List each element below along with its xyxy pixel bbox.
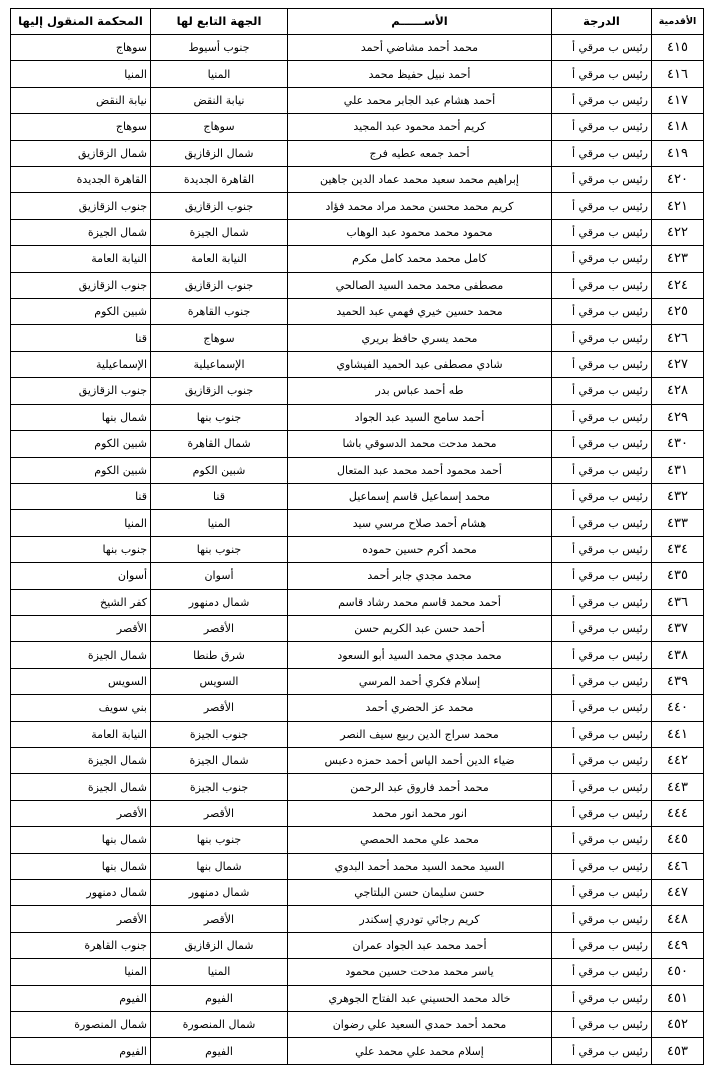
to-cell: قنا [11, 483, 151, 509]
from-cell: نيابة النقض [151, 87, 288, 113]
name-cell: محمد عز الحضري أحمد [288, 695, 552, 721]
from-cell: الفيوم [151, 985, 288, 1011]
to-cell: بني سويف [11, 695, 151, 721]
grade-cell: رئيس ب مرقي أ [552, 219, 652, 245]
table-row [11, 483, 704, 509]
to-cell: النيابة العامة [11, 721, 151, 747]
table-header [11, 9, 704, 35]
table-row [11, 219, 704, 245]
seniority-cell: ٤٢٨ [652, 378, 704, 404]
seniority-cell: ٤٣٧ [652, 615, 704, 641]
grade-cell: رئيس ب مرقي أ [552, 193, 652, 219]
grade-cell: رئيس ب مرقي أ [552, 431, 652, 457]
to-cell: القاهرة الجديدة [11, 167, 151, 193]
grade-cell: رئيس ب مرقي أ [552, 510, 652, 536]
name-cell: كامل محمد محمد كامل مكرم [288, 246, 552, 272]
name-cell: كريم أحمد محمود عبد المجيد [288, 114, 552, 140]
seniority-cell: ٤٣٩ [652, 668, 704, 694]
grade-cell: رئيس ب مرقي أ [552, 246, 652, 272]
to-cell: شبين الكوم [11, 457, 151, 483]
grade-cell: رئيس ب مرقي أ [552, 932, 652, 958]
from-cell: قنا [151, 483, 288, 509]
seniority-cell: ٤٥١ [652, 985, 704, 1011]
name-cell: محمد مجدي محمد السيد أبو السعود [288, 642, 552, 668]
from-cell: أسوان [151, 563, 288, 589]
name-cell: أحمد محمد عبد الجواد عمران [288, 932, 552, 958]
to-cell: الفيوم [11, 985, 151, 1011]
from-cell: جنوب بنها [151, 536, 288, 562]
table-row [11, 615, 704, 641]
seniority-cell: ٤٣٦ [652, 589, 704, 615]
from-cell: جنوب الزقازيق [151, 193, 288, 219]
grade-cell: رئيس ب مرقي أ [552, 404, 652, 430]
grade-cell: رئيس ب مرقي أ [552, 378, 652, 404]
grade-cell: رئيس ب مرقي أ [552, 1012, 652, 1038]
name-cell: أحمد حسن عبد الكريم حسن [288, 615, 552, 641]
seniority-cell: ٤٤٧ [652, 880, 704, 906]
grade-cell: رئيس ب مرقي أ [552, 959, 652, 985]
table-row [11, 800, 704, 826]
from-cell: شمال الجيزة [151, 747, 288, 773]
from-cell: شمال الزقازيق [151, 140, 288, 166]
name-cell: انور محمد انور محمد [288, 800, 552, 826]
table-body [11, 35, 704, 1065]
table-row [11, 774, 704, 800]
from-cell: شمال دمنهور [151, 880, 288, 906]
grade-cell: رئيس ب مرقي أ [552, 695, 652, 721]
grade-cell: رئيس ب مرقي أ [552, 721, 652, 747]
table-row [11, 536, 704, 562]
from-cell: شمال الزقازيق [151, 932, 288, 958]
from-cell: جنوب الزقازيق [151, 378, 288, 404]
table-row [11, 61, 704, 87]
name-cell: محمد يسري حافظ بريري [288, 325, 552, 351]
from-cell: النيابة العامة [151, 246, 288, 272]
seniority-cell: ٤٤١ [652, 721, 704, 747]
table-row [11, 404, 704, 430]
header-row [11, 9, 704, 35]
table-row [11, 589, 704, 615]
from-cell: شمال القاهرة [151, 431, 288, 457]
grade-cell: رئيس ب مرقي أ [552, 483, 652, 509]
name-cell: محمد أحمد مشاضي أحمد [288, 35, 552, 61]
grade-cell: رئيس ب مرقي أ [552, 563, 652, 589]
name-cell: محمد حسين خيري فهمي عبد الحميد [288, 299, 552, 325]
seniority-cell: ٤٣٢ [652, 483, 704, 509]
seniority-cell: ٤١٨ [652, 114, 704, 140]
seniority-cell: ٤٤٩ [652, 932, 704, 958]
name-cell: إبراهيم محمد سعيد محمد عماد الدين جاهين [288, 167, 552, 193]
seniority-cell: ٤١٦ [652, 61, 704, 87]
to-cell: سوهاج [11, 35, 151, 61]
grade-cell: رئيس ب مرقي أ [552, 800, 652, 826]
to-cell: شمال الجيزة [11, 219, 151, 245]
table-row [11, 695, 704, 721]
seniority-cell: ٤٢٩ [652, 404, 704, 430]
to-cell: المنيا [11, 510, 151, 536]
to-cell: شمال المنصورة [11, 1012, 151, 1038]
from-cell: جنوب بنها [151, 827, 288, 853]
from-cell: شبين الكوم [151, 457, 288, 483]
grade-cell: رئيس ب مرقي أ [552, 642, 652, 668]
name-cell: هشام أحمد صلاح مرسي سيد [288, 510, 552, 536]
table-row [11, 721, 704, 747]
name-cell: كريم محمد محسن محمد مراد محمد فؤاد [288, 193, 552, 219]
grade-cell: رئيس ب مرقي أ [552, 325, 652, 351]
seniority-cell: ٤٤٢ [652, 747, 704, 773]
to-cell: كفر الشيخ [11, 589, 151, 615]
to-cell: السويس [11, 668, 151, 694]
grade-cell: رئيس ب مرقي أ [552, 589, 652, 615]
table-row [11, 378, 704, 404]
grade-cell: رئيس ب مرقي أ [552, 114, 652, 140]
from-cell: شمال الجيزة [151, 219, 288, 245]
table-row [11, 114, 704, 140]
name-cell: أحمد سامح السيد عبد الجواد [288, 404, 552, 430]
name-cell: طه أحمد عباس بدر [288, 378, 552, 404]
table-row [11, 985, 704, 1011]
seniority-cell: ٤٣٨ [652, 642, 704, 668]
to-cell: الأقصر [11, 615, 151, 641]
to-cell: جنوب الزقازيق [11, 378, 151, 404]
grade-cell: رئيس ب مرقي أ [552, 853, 652, 879]
seniority-cell: ٤٤٤ [652, 800, 704, 826]
name-cell: أحمد هشام عبد الجابر محمد علي [288, 87, 552, 113]
grade-cell: رئيس ب مرقي أ [552, 747, 652, 773]
seniority-cell: ٤٣١ [652, 457, 704, 483]
table-row [11, 853, 704, 879]
grade-cell: رئيس ب مرقي أ [552, 906, 652, 932]
to-cell: قنا [11, 325, 151, 351]
from-cell: شمال دمنهور [151, 589, 288, 615]
to-cell: المنيا [11, 61, 151, 87]
table-row [11, 457, 704, 483]
name-cell: محمد علي محمد الحمصي [288, 827, 552, 853]
seniority-cell: ٤٢٦ [652, 325, 704, 351]
grade-cell: رئيس ب مرقي أ [552, 985, 652, 1011]
from-cell: سوهاج [151, 114, 288, 140]
name-cell: محمد مجدي جابر أحمد [288, 563, 552, 589]
grade-cell: رئيس ب مرقي أ [552, 457, 652, 483]
name-cell: محمد أكرم حسين حموده [288, 536, 552, 562]
from-cell: جنوب القاهرة [151, 299, 288, 325]
header-seniority: الأقدمية [652, 9, 704, 35]
seniority-cell: ٤١٩ [652, 140, 704, 166]
from-cell: السويس [151, 668, 288, 694]
from-cell: جنوب الزقازيق [151, 272, 288, 298]
table-row [11, 431, 704, 457]
table-row [11, 193, 704, 219]
to-cell: شمال دمنهور [11, 880, 151, 906]
to-cell: جنوب بنها [11, 536, 151, 562]
to-cell: النيابة العامة [11, 246, 151, 272]
from-cell: شمال المنصورة [151, 1012, 288, 1038]
to-cell: جنوب القاهرة [11, 932, 151, 958]
name-cell: محمد مدحت محمد الدسوقي باشا [288, 431, 552, 457]
seniority-cell: ٤٢١ [652, 193, 704, 219]
seniority-cell: ٤١٧ [652, 87, 704, 113]
from-cell: الأقصر [151, 800, 288, 826]
name-cell: حسن سليمان حسن البلتاجي [288, 880, 552, 906]
name-cell: أحمد محمد قاسم محمد رشاد قاسم [288, 589, 552, 615]
grade-cell: رئيس ب مرقي أ [552, 1038, 652, 1065]
seniority-cell: ٤١٥ [652, 35, 704, 61]
seniority-cell: ٤٢٧ [652, 351, 704, 377]
header-name: الأســــــم [288, 9, 552, 35]
table-row [11, 299, 704, 325]
header-to: المحكمة المنقول إليها [11, 9, 151, 35]
grade-cell: رئيس ب مرقي أ [552, 615, 652, 641]
grade-cell: رئيس ب مرقي أ [552, 61, 652, 87]
name-cell: السيد محمد السيد محمد أحمد البدوي [288, 853, 552, 879]
table-row [11, 246, 704, 272]
name-cell: أحمد نبيل حفيظ محمد [288, 61, 552, 87]
table-row [11, 668, 704, 694]
to-cell: جنوب الزقازيق [11, 193, 151, 219]
table-row [11, 642, 704, 668]
seniority-cell: ٤٤٣ [652, 774, 704, 800]
seniority-cell: ٤٥٢ [652, 1012, 704, 1038]
name-cell: ضياء الدين أحمد الياس أحمد حمزه دعبس [288, 747, 552, 773]
from-cell: الأقصر [151, 615, 288, 641]
table-row [11, 87, 704, 113]
from-cell: المنيا [151, 959, 288, 985]
name-cell: خالد محمد الحسيني عبد الفتاح الجوهري [288, 985, 552, 1011]
from-cell: القاهرة الجديدة [151, 167, 288, 193]
to-cell: شمال بنها [11, 404, 151, 430]
name-cell: شادي مصطفى عبد الحميد الفيشاوي [288, 351, 552, 377]
seniority-cell: ٤٢٤ [652, 272, 704, 298]
to-cell: أسوان [11, 563, 151, 589]
seniority-cell: ٤٣٣ [652, 510, 704, 536]
grade-cell: رئيس ب مرقي أ [552, 299, 652, 325]
seniority-cell: ٤٣٤ [652, 536, 704, 562]
from-cell: الفيوم [151, 1038, 288, 1065]
to-cell: المنيا [11, 959, 151, 985]
to-cell: شمال الزقازيق [11, 140, 151, 166]
to-cell: شمال بنها [11, 853, 151, 879]
name-cell: ياسر محمد مدحت حسين محمود [288, 959, 552, 985]
table-row [11, 563, 704, 589]
table-row [11, 1012, 704, 1038]
grade-cell: رئيس ب مرقي أ [552, 35, 652, 61]
from-cell: المنيا [151, 510, 288, 536]
to-cell: شبين الكوم [11, 431, 151, 457]
seniority-cell: ٤٥٣ [652, 1038, 704, 1065]
grade-cell: رئيس ب مرقي أ [552, 668, 652, 694]
to-cell: جنوب الزقازيق [11, 272, 151, 298]
from-cell: جنوب بنها [151, 404, 288, 430]
grade-cell: رئيس ب مرقي أ [552, 167, 652, 193]
name-cell: محمد أحمد حمدي السعيد علي رضوان [288, 1012, 552, 1038]
seniority-cell: ٤٢٣ [652, 246, 704, 272]
grade-cell: رئيس ب مرقي أ [552, 87, 652, 113]
to-cell: شمال الجيزة [11, 747, 151, 773]
name-cell: كريم رجائي تودري إسكندر [288, 906, 552, 932]
table-row [11, 167, 704, 193]
seniority-cell: ٤٤٥ [652, 827, 704, 853]
table-row [11, 272, 704, 298]
grade-cell: رئيس ب مرقي أ [552, 272, 652, 298]
from-cell: جنوب الجيزة [151, 774, 288, 800]
name-cell: محمد أحمد فاروق عبد الرحمن [288, 774, 552, 800]
header-grade: الدرجة [552, 9, 652, 35]
name-cell: أحمد محمود أحمد محمد عبد المتعال [288, 457, 552, 483]
seniority-cell: ٤٢٢ [652, 219, 704, 245]
to-cell: شمال بنها [11, 827, 151, 853]
name-cell: أحمد جمعه عطيه فرج [288, 140, 552, 166]
grade-cell: رئيس ب مرقي أ [552, 880, 652, 906]
seniority-cell: ٤٤٨ [652, 906, 704, 932]
name-cell: مصطفى محمد محمد السيد الصالحي [288, 272, 552, 298]
grade-cell: رئيس ب مرقي أ [552, 827, 652, 853]
seniority-cell: ٤٤٦ [652, 853, 704, 879]
from-cell: الإسماعيلية [151, 351, 288, 377]
seniority-cell: ٤٥٠ [652, 959, 704, 985]
to-cell: سوهاج [11, 114, 151, 140]
table-row [11, 510, 704, 536]
to-cell: الإسماعيلية [11, 351, 151, 377]
to-cell: الفيوم [11, 1038, 151, 1065]
seniority-cell: ٤٣٠ [652, 431, 704, 457]
grade-cell: رئيس ب مرقي أ [552, 140, 652, 166]
from-cell: الأقصر [151, 695, 288, 721]
seniority-cell: ٤٢٥ [652, 299, 704, 325]
table-row [11, 932, 704, 958]
header-from: الجهة التابع لها [151, 9, 288, 35]
seniority-cell: ٤٢٠ [652, 167, 704, 193]
seniority-cell: ٤٤٠ [652, 695, 704, 721]
table-row [11, 827, 704, 853]
table-row [11, 325, 704, 351]
table-row [11, 959, 704, 985]
grade-cell: رئيس ب مرقي أ [552, 536, 652, 562]
transfers-table [10, 8, 704, 1065]
table-row [11, 351, 704, 377]
to-cell: شمال الجيزة [11, 774, 151, 800]
from-cell: شرق طنطا [151, 642, 288, 668]
from-cell: جنوب الجيزة [151, 721, 288, 747]
table-row [11, 35, 704, 61]
name-cell: إسلام محمد علي محمد علي [288, 1038, 552, 1065]
table-row [11, 747, 704, 773]
from-cell: الأقصر [151, 906, 288, 932]
from-cell: شمال بنها [151, 853, 288, 879]
to-cell: الأقصر [11, 800, 151, 826]
from-cell: المنيا [151, 61, 288, 87]
to-cell: شبين الكوم [11, 299, 151, 325]
name-cell: إسلام فكري أحمد المرسي [288, 668, 552, 694]
grade-cell: رئيس ب مرقي أ [552, 351, 652, 377]
to-cell: شمال الجيزة [11, 642, 151, 668]
name-cell: محمود محمد محمود عبد الوهاب [288, 219, 552, 245]
name-cell: محمد سراج الدين ربيع سيف النصر [288, 721, 552, 747]
table-row [11, 140, 704, 166]
table-row [11, 880, 704, 906]
to-cell: الأقصر [11, 906, 151, 932]
to-cell: نيابة النقض [11, 87, 151, 113]
from-cell: سوهاج [151, 325, 288, 351]
table-row [11, 906, 704, 932]
seniority-cell: ٤٣٥ [652, 563, 704, 589]
grade-cell: رئيس ب مرقي أ [552, 774, 652, 800]
from-cell: جنوب أسيوط [151, 35, 288, 61]
table-row [11, 1038, 704, 1065]
name-cell: محمد إسماعيل قاسم إسماعيل [288, 483, 552, 509]
